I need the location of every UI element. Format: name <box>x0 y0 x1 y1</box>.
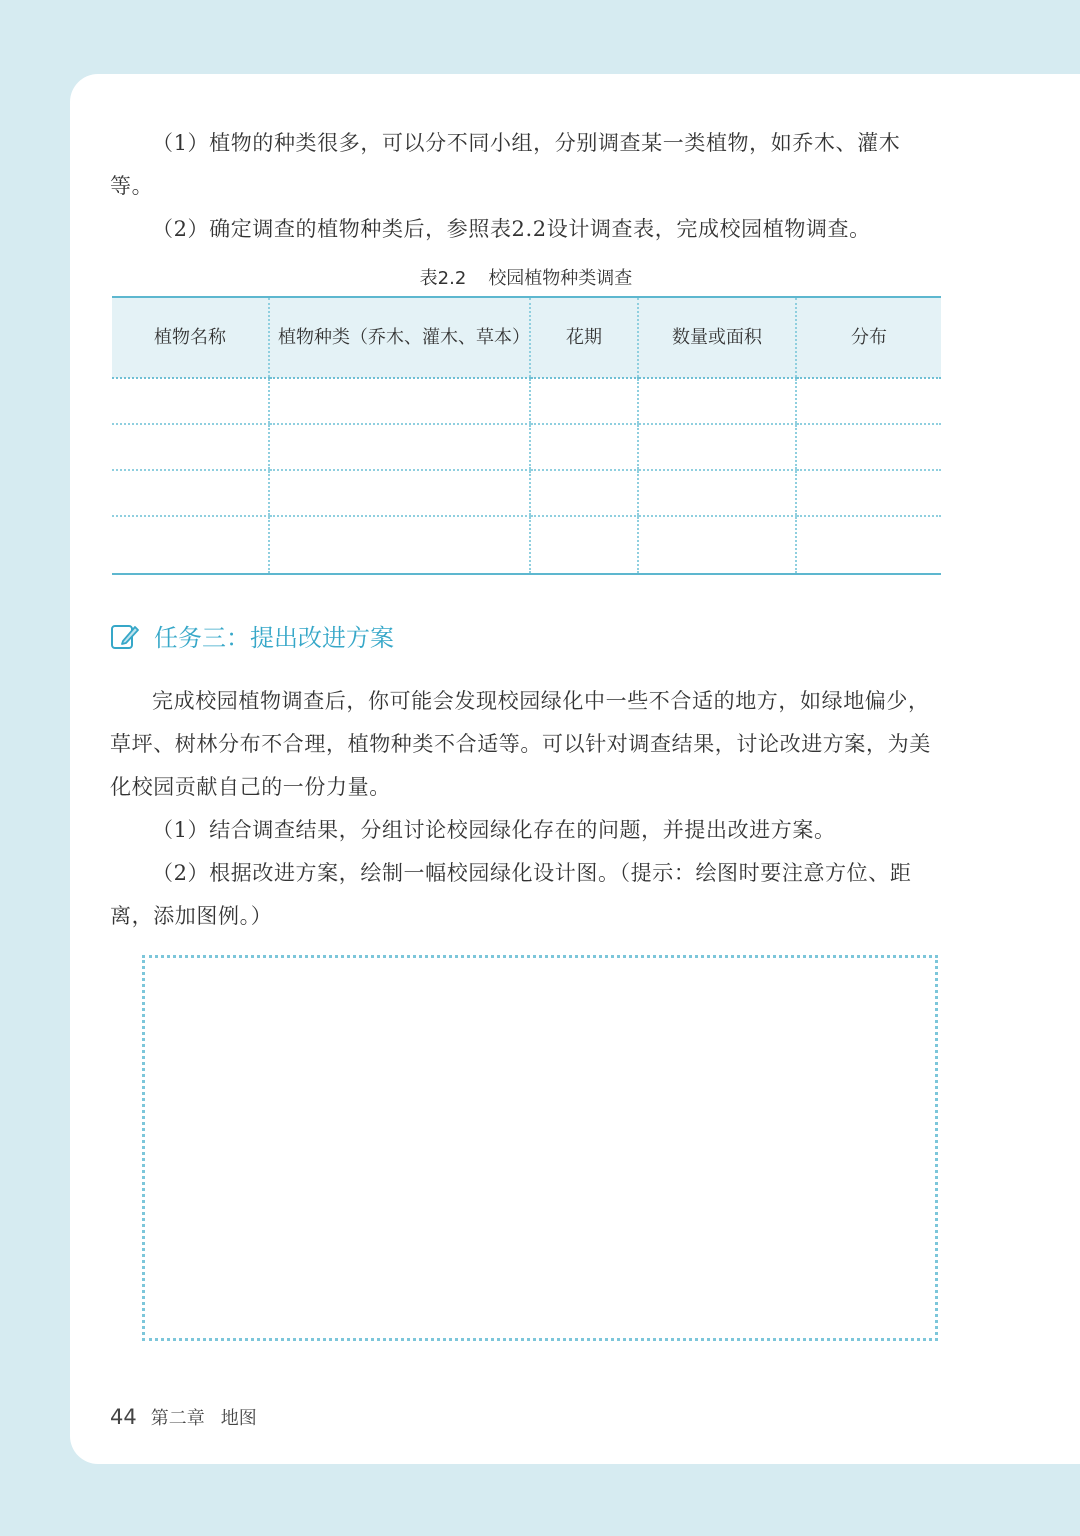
table-row <box>112 470 941 516</box>
table-cell[interactable] <box>796 516 941 574</box>
table-cell[interactable] <box>530 516 638 574</box>
table-cell[interactable] <box>269 424 530 470</box>
table-header-cell: 植物名称 <box>112 297 269 378</box>
table-cell[interactable] <box>269 470 530 516</box>
table-caption <box>110 264 942 290</box>
chapter-title: 地图 <box>220 1408 257 1429</box>
table-cell[interactable] <box>638 516 796 574</box>
table-cell[interactable] <box>112 470 269 516</box>
table-cell[interactable] <box>638 424 796 470</box>
table-cell[interactable] <box>269 378 530 424</box>
paragraph-step-1: （1）植物的种类很多，可以分不同小组，分别调查某一类植物，如乔木、灌木等。 <box>110 131 901 198</box>
table-cell[interactable] <box>112 424 269 470</box>
table-header-cell: 植物种类（乔木、灌木、草本） <box>269 297 530 378</box>
table-cell[interactable] <box>269 516 530 574</box>
paragraph-task-step-2: （2）根据改进方案，绘制一幅校园绿化设计图。（提示：绘图时要注意方位、距离，添加图例。） <box>110 861 912 928</box>
task-title: 任务三：提出改进方案 <box>154 624 394 652</box>
task-three-heading <box>110 618 394 653</box>
paragraph-task-intro: 完成校园植物调查后，你可能会发现校园绿化中一些不合适的地方，如绿地偏少，草坪、树林分布不合理，植物种类不合适等。可以针对调查结果，讨论改进方案，为美化校园贡献自己的一份力量。 <box>110 689 931 799</box>
table-caption-title: 校园植物种类调查 <box>488 268 633 289</box>
table-cell[interactable] <box>638 378 796 424</box>
table-cell[interactable] <box>796 470 941 516</box>
table-header-cell: 数量或面积 <box>638 297 796 378</box>
drawing-area[interactable] <box>142 955 938 1341</box>
page-footer <box>110 1404 257 1430</box>
table-cell[interactable] <box>530 424 638 470</box>
plant-survey-table <box>112 296 941 575</box>
table-cell[interactable] <box>638 470 796 516</box>
table-cell[interactable] <box>112 516 269 574</box>
table-cell[interactable] <box>530 470 638 516</box>
table-cell[interactable] <box>112 378 269 424</box>
chapter-label: 第二章 <box>150 1408 205 1429</box>
table-header-row <box>112 297 941 378</box>
table-caption-number: 表2.2 <box>419 268 467 289</box>
table-row <box>112 424 941 470</box>
page-number: 44 <box>110 1405 137 1429</box>
paragraph-step-2: （2）确定调查的植物种类后，参照表2.2设计调查表，完成校园植物调查。 <box>152 217 871 241</box>
table-cell[interactable] <box>530 378 638 424</box>
paragraph-task-step-1: （1）结合调查结果，分组讨论校园绿化存在的问题，并提出改进方案。 <box>152 818 836 842</box>
table-row <box>112 516 941 574</box>
table-header-cell: 分布 <box>796 297 941 378</box>
pencil-note-icon <box>110 621 140 651</box>
table-cell[interactable] <box>796 424 941 470</box>
table-row <box>112 378 941 424</box>
table-header-cell: 花期 <box>530 297 638 378</box>
table-cell[interactable] <box>796 378 941 424</box>
